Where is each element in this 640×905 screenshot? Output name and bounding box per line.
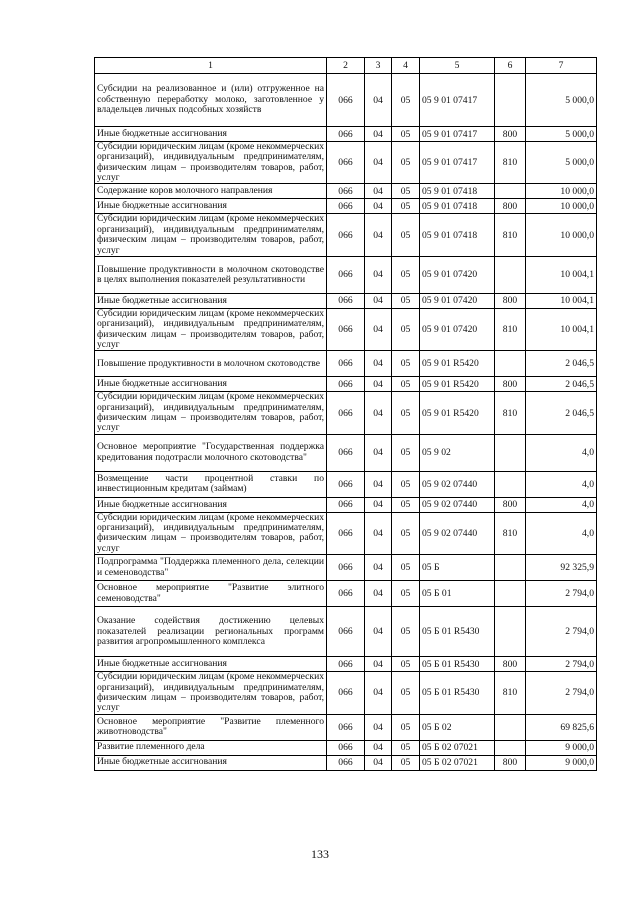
section-code-cell: 04 — [365, 142, 392, 184]
subsection-code-cell: 05 — [392, 74, 420, 127]
section-code-cell: 04 — [365, 657, 392, 672]
table-row — [95, 142, 597, 184]
expense-type-code-cell: 810 — [495, 308, 526, 350]
expense-type-code-cell — [495, 434, 526, 471]
amount-cell: 10 004,1 — [526, 308, 597, 350]
amount-cell: 4,0 — [526, 471, 597, 497]
target-article-code-cell: 05 Б 02 07021 — [420, 755, 495, 770]
table-row — [95, 581, 597, 607]
subsection-code-cell: 05 — [392, 740, 420, 755]
table-row — [95, 184, 597, 199]
expense-type-code-cell: 810 — [495, 214, 526, 256]
section-code-cell: 04 — [365, 351, 392, 377]
section-code-cell: 04 — [365, 434, 392, 471]
item-name-cell: Оказание содействия достижению целевых показателей реализации региональных программ развития агропромышленного комплекса — [95, 607, 327, 657]
expense-type-code-cell: 810 — [495, 512, 526, 554]
table-row — [95, 672, 597, 714]
subsection-code-cell: 05 — [392, 214, 420, 256]
admin-code-cell: 066 — [327, 755, 365, 770]
section-code-cell: 04 — [365, 740, 392, 755]
admin-code-cell: 066 — [327, 392, 365, 434]
item-name-cell: Субсидии юридическим лицам (кроме некоммерческих организаций), индивидуальным предпринимателям, физическим лицам – производителям товаров, работ, услуг — [95, 308, 327, 350]
table-row — [95, 434, 597, 471]
amount-cell: 92 325,9 — [526, 555, 597, 581]
item-name-cell: Иные бюджетные ассигнования — [95, 127, 327, 142]
table-row — [95, 497, 597, 512]
expense-type-code-cell: 800 — [495, 497, 526, 512]
item-name-cell: Субсидии юридическим лицам (кроме некоммерческих организаций), индивидуальным предпринимателям, физическим лицам – производителям товаров, работ, услуг — [95, 214, 327, 256]
amount-cell: 4,0 — [526, 512, 597, 554]
expense-type-code-cell: 800 — [495, 199, 526, 214]
budget-table — [94, 57, 597, 771]
amount-cell: 69 825,6 — [526, 714, 597, 740]
subsection-code-cell: 05 — [392, 657, 420, 672]
table-row — [95, 657, 597, 672]
target-article-code-cell: 05 9 01 07418 — [420, 184, 495, 199]
target-article-code-cell: 05 9 02 07440 — [420, 512, 495, 554]
admin-code-cell: 066 — [327, 308, 365, 350]
admin-code-cell: 066 — [327, 714, 365, 740]
item-name-cell: Основное мероприятие "Государственная поддержка кредитования подотрасли молочного скотоводства" — [95, 434, 327, 471]
admin-code-cell: 066 — [327, 199, 365, 214]
subsection-code-cell: 05 — [392, 555, 420, 581]
item-name-cell: Иные бюджетные ассигнования — [95, 377, 327, 392]
amount-cell: 2 046,5 — [526, 377, 597, 392]
table-row — [95, 740, 597, 755]
admin-code-cell: 066 — [327, 581, 365, 607]
item-name-cell: Повышение продуктивности в молочном скотоводстве в целях выполнения показателей результативности — [95, 256, 327, 293]
target-article-code-cell: 05 9 01 07418 — [420, 214, 495, 256]
admin-code-cell: 066 — [327, 184, 365, 199]
target-article-code-cell: 05 Б 01 R5430 — [420, 607, 495, 657]
subsection-code-cell: 05 — [392, 607, 420, 657]
target-article-code-cell: 05 Б 01 — [420, 581, 495, 607]
expense-type-code-cell — [495, 471, 526, 497]
amount-cell: 5 000,0 — [526, 142, 597, 184]
expense-type-code-cell: 800 — [495, 657, 526, 672]
table-body — [95, 74, 597, 771]
expense-type-code-cell — [495, 607, 526, 657]
item-name-cell: Содержание коров молочного направления — [95, 184, 327, 199]
target-article-code-cell: 05 9 02 07440 — [420, 497, 495, 512]
table-row — [95, 199, 597, 214]
target-article-code-cell: 05 Б 02 — [420, 714, 495, 740]
item-name-cell: Иные бюджетные ассигнования — [95, 497, 327, 512]
admin-code-cell: 066 — [327, 672, 365, 714]
section-code-cell: 04 — [365, 672, 392, 714]
header-cell: 5 — [420, 58, 495, 74]
page-number: 133 — [311, 847, 329, 861]
section-code-cell: 04 — [365, 377, 392, 392]
header-cell: 4 — [392, 58, 420, 74]
admin-code-cell: 066 — [327, 74, 365, 127]
expense-type-code-cell — [495, 714, 526, 740]
header-cell: 6 — [495, 58, 526, 74]
admin-code-cell: 066 — [327, 434, 365, 471]
table-row — [95, 714, 597, 740]
target-article-code-cell: 05 Б 01 R5430 — [420, 657, 495, 672]
table-row — [95, 755, 597, 770]
admin-code-cell: 066 — [327, 293, 365, 308]
item-name-cell: Повышение продуктивности в молочном скотоводстве — [95, 351, 327, 377]
table-row — [95, 555, 597, 581]
subsection-code-cell: 05 — [392, 184, 420, 199]
subsection-code-cell: 05 — [392, 351, 420, 377]
item-name-cell: Развитие племенного дела — [95, 740, 327, 755]
subsection-code-cell: 05 — [392, 392, 420, 434]
target-article-code-cell: 05 9 01 R5420 — [420, 392, 495, 434]
admin-code-cell: 066 — [327, 512, 365, 554]
admin-code-cell: 066 — [327, 214, 365, 256]
item-name-cell: Подпрограмма "Поддержка племенного дела, селекции и семеноводства" — [95, 555, 327, 581]
amount-cell: 10 000,0 — [526, 214, 597, 256]
amount-cell: 4,0 — [526, 434, 597, 471]
header-cell: 1 — [95, 58, 327, 74]
admin-code-cell: 066 — [327, 555, 365, 581]
subsection-code-cell: 05 — [392, 127, 420, 142]
subsection-code-cell: 05 — [392, 199, 420, 214]
amount-cell: 2 794,0 — [526, 657, 597, 672]
admin-code-cell: 066 — [327, 740, 365, 755]
amount-cell: 5 000,0 — [526, 74, 597, 127]
subsection-code-cell: 05 — [392, 497, 420, 512]
table-row — [95, 392, 597, 434]
expense-type-code-cell: 800 — [495, 377, 526, 392]
table-row — [95, 512, 597, 554]
item-name-cell: Субсидии юридическим лицам (кроме некоммерческих организаций), индивидуальным предпринимателям, физическим лицам – производителям товаров, работ, услуг — [95, 392, 327, 434]
section-code-cell: 04 — [365, 581, 392, 607]
header-row — [95, 58, 597, 74]
expense-type-code-cell: 810 — [495, 142, 526, 184]
amount-cell: 10 000,0 — [526, 184, 597, 199]
target-article-code-cell: 05 9 01 07417 — [420, 127, 495, 142]
item-name-cell: Субсидии юридическим лицам (кроме некоммерческих организаций), индивидуальным предпринимателям, физическим лицам – производителям товаров, работ, услуг — [95, 512, 327, 554]
expense-type-code-cell: 810 — [495, 392, 526, 434]
amount-cell: 2 794,0 — [526, 672, 597, 714]
header-cell: 3 — [365, 58, 392, 74]
table-row — [95, 256, 597, 293]
target-article-code-cell: 05 Б — [420, 555, 495, 581]
subsection-code-cell: 05 — [392, 434, 420, 471]
subsection-code-cell: 05 — [392, 471, 420, 497]
section-code-cell: 04 — [365, 607, 392, 657]
table-row — [95, 293, 597, 308]
subsection-code-cell: 05 — [392, 755, 420, 770]
target-article-code-cell: 05 Б 01 R5430 — [420, 672, 495, 714]
expense-type-code-cell — [495, 184, 526, 199]
item-name-cell: Субсидии на реализованное и (или) отгруженное на собственную переработку молоко, заготовленное у владельцев личных подсобных хозяйств — [95, 74, 327, 127]
section-code-cell: 04 — [365, 214, 392, 256]
section-code-cell: 04 — [365, 199, 392, 214]
target-article-code-cell: 05 9 01 R5420 — [420, 377, 495, 392]
admin-code-cell: 066 — [327, 377, 365, 392]
subsection-code-cell: 05 — [392, 293, 420, 308]
expense-type-code-cell — [495, 74, 526, 127]
admin-code-cell: 066 — [327, 471, 365, 497]
subsection-code-cell: 05 — [392, 714, 420, 740]
table-row — [95, 471, 597, 497]
expense-type-code-cell — [495, 581, 526, 607]
table-row — [95, 351, 597, 377]
expense-type-code-cell — [495, 555, 526, 581]
item-name-cell: Основное мероприятие "Развитие племенного животноводства" — [95, 714, 327, 740]
amount-cell: 9 000,0 — [526, 755, 597, 770]
amount-cell: 2 794,0 — [526, 607, 597, 657]
subsection-code-cell: 05 — [392, 581, 420, 607]
section-code-cell: 04 — [365, 471, 392, 497]
item-name-cell: Субсидии юридическим лицам (кроме некоммерческих организаций), индивидуальным предпринимателям, физическим лицам – производителям товаров, работ, услуг — [95, 672, 327, 714]
target-article-code-cell: 05 Б 02 07021 — [420, 740, 495, 755]
expense-type-code-cell — [495, 256, 526, 293]
target-article-code-cell: 05 9 01 07417 — [420, 142, 495, 184]
target-article-code-cell: 05 9 01 R5420 — [420, 351, 495, 377]
item-name-cell: Возмещение части процентной ставки по инвестиционным кредитам (займам) — [95, 471, 327, 497]
target-article-code-cell: 05 9 02 07440 — [420, 471, 495, 497]
section-code-cell: 04 — [365, 755, 392, 770]
section-code-cell: 04 — [365, 74, 392, 127]
section-code-cell: 04 — [365, 256, 392, 293]
section-code-cell: 04 — [365, 184, 392, 199]
section-code-cell: 04 — [365, 555, 392, 581]
section-code-cell: 04 — [365, 392, 392, 434]
expense-type-code-cell: 800 — [495, 293, 526, 308]
expense-type-code-cell: 800 — [495, 755, 526, 770]
section-code-cell: 04 — [365, 512, 392, 554]
target-article-code-cell: 05 9 02 — [420, 434, 495, 471]
admin-code-cell: 066 — [327, 142, 365, 184]
admin-code-cell: 066 — [327, 497, 365, 512]
item-name-cell: Иные бюджетные ассигнования — [95, 657, 327, 672]
item-name-cell: Основное мероприятие "Развитие элитного семеноводства" — [95, 581, 327, 607]
expense-type-code-cell — [495, 351, 526, 377]
amount-cell: 9 000,0 — [526, 740, 597, 755]
section-code-cell: 04 — [365, 714, 392, 740]
admin-code-cell: 066 — [327, 657, 365, 672]
subsection-code-cell: 05 — [392, 377, 420, 392]
amount-cell: 4,0 — [526, 497, 597, 512]
table-row — [95, 308, 597, 350]
amount-cell: 2 046,5 — [526, 392, 597, 434]
admin-code-cell: 066 — [327, 607, 365, 657]
expense-type-code-cell — [495, 740, 526, 755]
amount-cell: 2 794,0 — [526, 581, 597, 607]
amount-cell: 5 000,0 — [526, 127, 597, 142]
target-article-code-cell: 05 9 01 07420 — [420, 293, 495, 308]
target-article-code-cell: 05 9 01 07420 — [420, 256, 495, 293]
header-cell: 2 — [327, 58, 365, 74]
subsection-code-cell: 05 — [392, 256, 420, 293]
target-article-code-cell: 05 9 01 07418 — [420, 199, 495, 214]
table-row — [95, 607, 597, 657]
item-name-cell: Иные бюджетные ассигнования — [95, 199, 327, 214]
table-row — [95, 377, 597, 392]
header-cell: 7 — [526, 58, 597, 74]
table-row — [95, 74, 597, 127]
expense-type-code-cell: 800 — [495, 127, 526, 142]
subsection-code-cell: 05 — [392, 142, 420, 184]
admin-code-cell: 066 — [327, 127, 365, 142]
item-name-cell: Субсидии юридическим лицам (кроме некоммерческих организаций), индивидуальным предпринимателям, физическим лицам – производителям товаров, работ, услуг — [95, 142, 327, 184]
admin-code-cell: 066 — [327, 256, 365, 293]
item-name-cell: Иные бюджетные ассигнования — [95, 755, 327, 770]
section-code-cell: 04 — [365, 308, 392, 350]
subsection-code-cell: 05 — [392, 672, 420, 714]
section-code-cell: 04 — [365, 497, 392, 512]
table-row — [95, 214, 597, 256]
amount-cell: 10 004,1 — [526, 256, 597, 293]
section-code-cell: 04 — [365, 293, 392, 308]
subsection-code-cell: 05 — [392, 512, 420, 554]
section-code-cell: 04 — [365, 127, 392, 142]
amount-cell: 2 046,5 — [526, 351, 597, 377]
amount-cell: 10 004,1 — [526, 293, 597, 308]
expense-type-code-cell: 810 — [495, 672, 526, 714]
target-article-code-cell: 05 9 01 07417 — [420, 74, 495, 127]
target-article-code-cell: 05 9 01 07420 — [420, 308, 495, 350]
table-row — [95, 127, 597, 142]
item-name-cell: Иные бюджетные ассигнования — [95, 293, 327, 308]
subsection-code-cell: 05 — [392, 308, 420, 350]
admin-code-cell: 066 — [327, 351, 365, 377]
amount-cell: 10 000,0 — [526, 199, 597, 214]
